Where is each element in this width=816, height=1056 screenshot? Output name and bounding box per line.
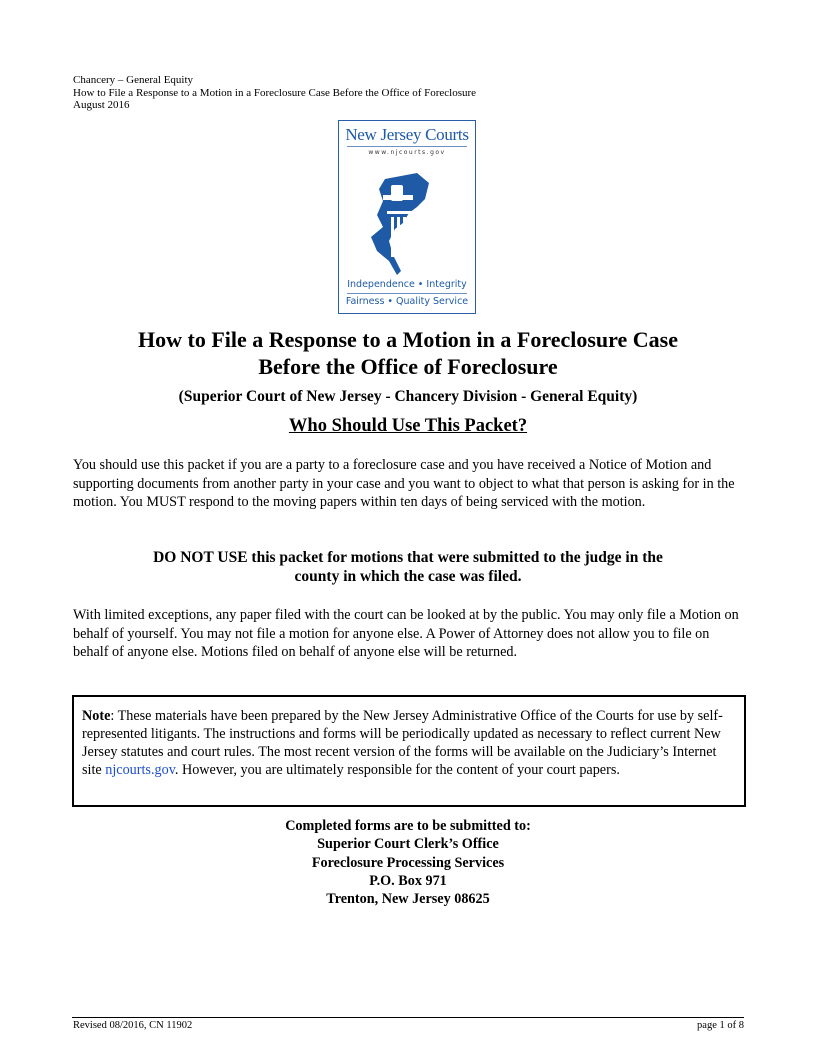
page-title xyxy=(72,326,744,380)
header-doc-title: How to File a Response to a Motion in a Foreclosure Case Before the Office of Foreclosure xyxy=(73,86,477,99)
note-label: Note xyxy=(82,708,111,724)
note-text-end: . However, you are ultimately responsible for the content of your court papers. xyxy=(174,762,620,779)
submission-address xyxy=(72,817,744,908)
title-line-2: Before the Office of Foreclosure xyxy=(258,354,558,379)
logo-motto-1: Independence • Integrity xyxy=(347,279,467,290)
page-subtitle: (Superior Court of New Jersey - Chancery Division - General Equity) xyxy=(178,388,638,405)
logo-url: www.njcourts.gov xyxy=(368,149,446,156)
njcourts-link[interactable]: njcourts.gov xyxy=(105,762,175,779)
address-line-2: Foreclosure Processing Services xyxy=(311,854,505,871)
running-header xyxy=(73,74,476,112)
footer-divider xyxy=(72,1017,744,1018)
footer-revision: Revised 08/2016, CN 11902 xyxy=(73,1020,193,1031)
header-date: August 2016 xyxy=(73,99,130,111)
logo-divider xyxy=(347,146,467,147)
nj-state-gavel-column-icon xyxy=(367,171,447,276)
logo-motto-2: Fairness • Quality Service xyxy=(345,296,469,307)
nj-courts-logo xyxy=(338,120,476,314)
intro-paragraph: You should use this packet if you are a party to a foreclosure case and you have received a Notice of Motion and supporting documents from another party in your case and you want to object to what that person is asking for in the motion. You MUST respond to the moving papers within ten days of being serviced with the motion. xyxy=(73,457,735,511)
address-line-4: Trenton, New Jersey 08625 xyxy=(326,891,490,908)
warning-heading xyxy=(72,548,744,586)
address-line-3: P.O. Box 971 xyxy=(369,872,447,889)
logo-divider-2 xyxy=(347,293,467,294)
submission-intro: Completed forms are to be submitted to: xyxy=(285,818,531,834)
warning-line-1: DO NOT USE this packet for motions that were submitted to the judge in the xyxy=(153,549,663,566)
address-line-1: Superior Court Clerk’s Office xyxy=(317,836,499,853)
header-division: Chancery – General Equity xyxy=(73,74,194,86)
privacy-paragraph: With limited exceptions, any paper filed with the court can be looked at by the public. You may only file a Motion on behalf of yourself. You may not file a motion for anyone else. A Power of Attorney does not allow you to file on behalf of anyone else. Motions filed on behalf of anyone else will be returned. xyxy=(73,607,739,661)
warning-line-2: county in which the case was filed. xyxy=(294,568,522,585)
title-line-1: How to File a Response to a Motion in a Foreclosure Case xyxy=(138,327,678,352)
note-box xyxy=(72,695,746,807)
note-text: : These materials have been prepared by the New Jersey Administrative Office of the Courts for use by self-represented litigants. The instructions and forms will be periodically updated as necessary to reflect current New Jersey statutes and court rules. The most recent version of the forms will be available on the Judiciary’s Internet site xyxy=(82,708,723,779)
logo-name: New Jersey Courts xyxy=(345,125,469,144)
footer-page-number: page 1 of 8 xyxy=(697,1020,744,1031)
section-heading: Who Should Use This Packet? xyxy=(288,416,528,436)
